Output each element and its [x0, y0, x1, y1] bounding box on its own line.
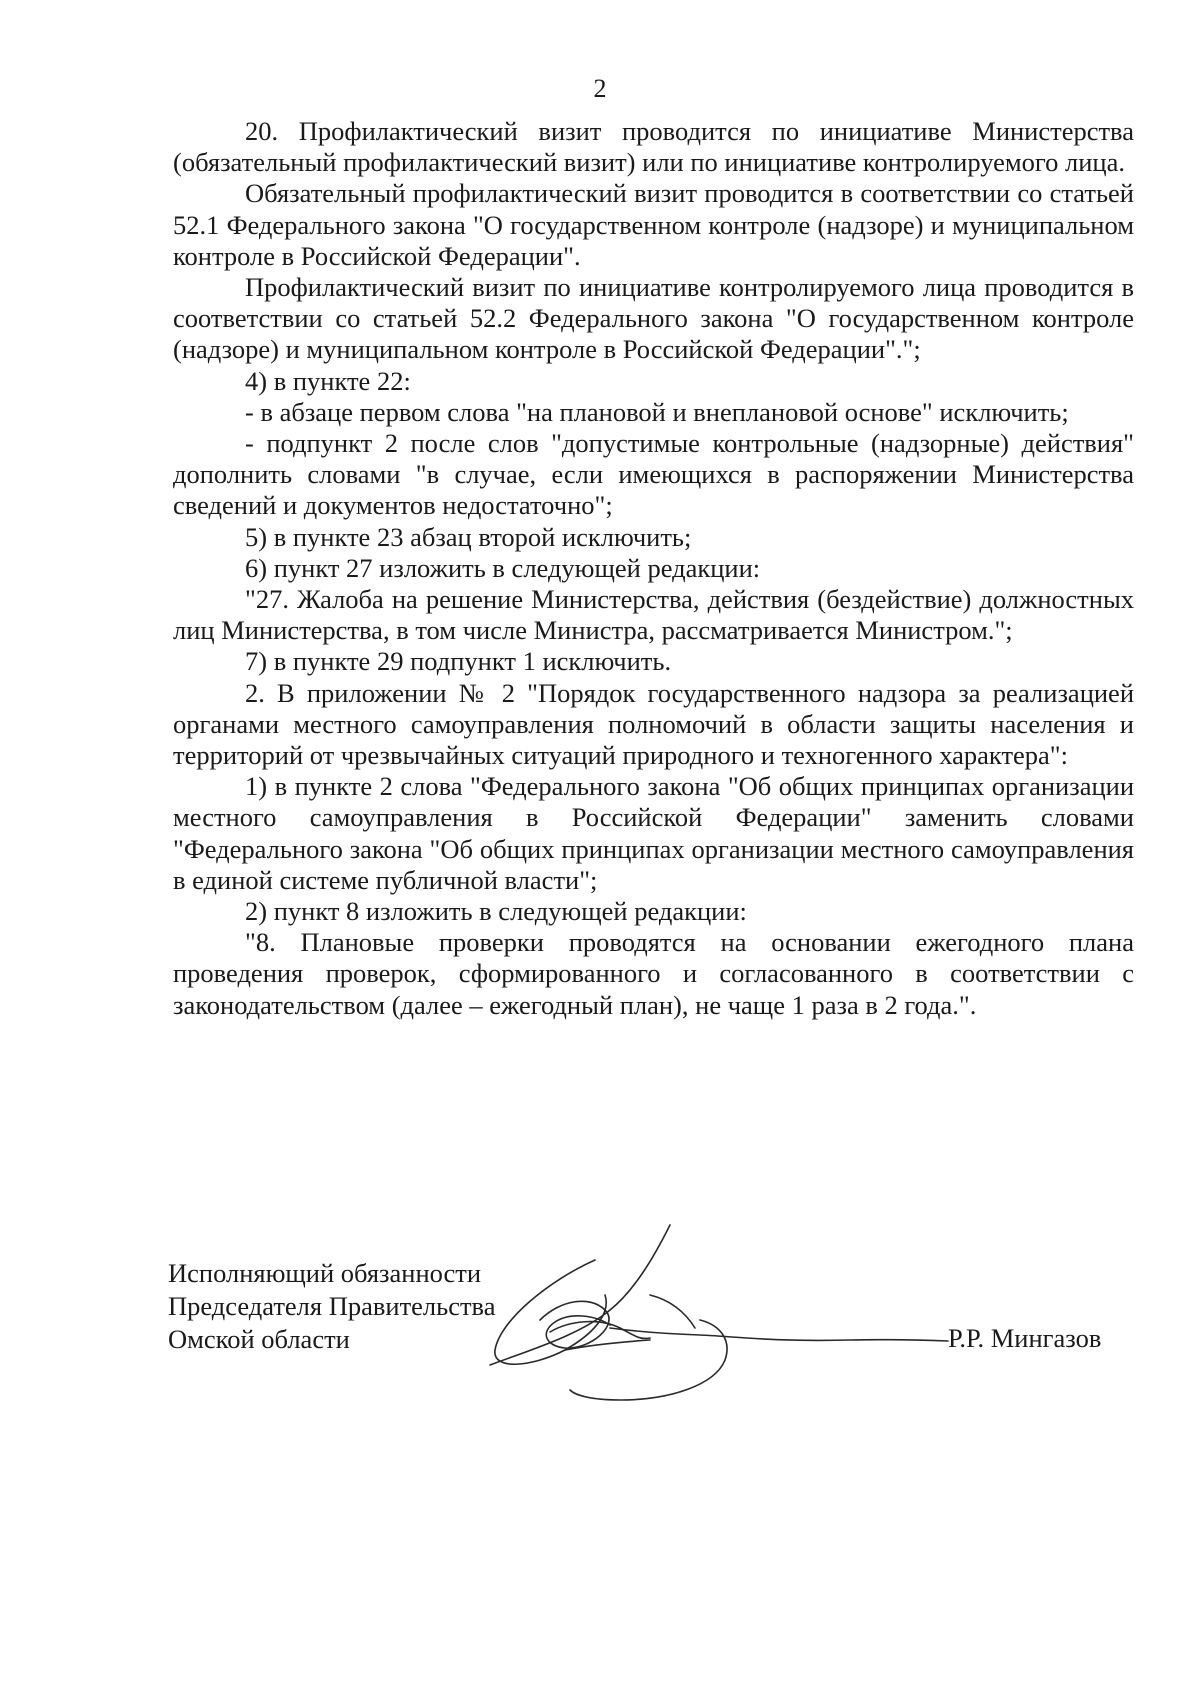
paragraph-mandatory-visit: Обязательный профилактический визит проводится в соответствии со статьей 52.1 Федерального закона "О государственном контроле (надзоре) и муниципальном контроле в Российской Федерации". [173, 178, 1134, 271]
paragraph-item-27-text: "27. Жалоба на решение Министерства, действия (бездействие) должностных лиц Министерства, в том числе Министра, рассматривается Министром."; [173, 584, 1134, 646]
paragraph-section-2-item-1: 1) в пункте 2 слова "Федерального закона "Об общих принципах организации местного самоуправления в Российской Федерации" заменить словами "Федерального закона "Об общих принципах организации местного самоуправления в единой системе публичной власти"; [173, 771, 1134, 895]
document-body [173, 116, 1134, 1021]
paragraph-20-intro: 20. Профилактический визит проводится по инициативе Министерства (обязательный профилактический визит) или по инициативе контролируемого лица. [173, 116, 1134, 178]
handwritten-signature [470, 1200, 950, 1410]
page-number: 2 [593, 74, 607, 103]
signer-title-line-1: Исполняющий обязанности [168, 1258, 482, 1288]
paragraph-item-4-dash-2: - подпункт 2 после слов "допустимые контрольные (надзорные) действия" дополнить словами "в случае, если имеющихся в распоряжении Министерства сведений и документов недостаточно"; [173, 428, 1134, 521]
paragraph-item-6: 6) пункт 27 изложить в следующей редакции: [245, 552, 761, 583]
paragraph-item-4-dash-1: - в абзаце первом слова "на плановой и внеплановой основе" исключить; [245, 396, 1069, 427]
signer-title-line-3: Омской области [168, 1324, 350, 1354]
paragraph-item-8-text: "8. Плановые проверки проводятся на основании ежегодного плана проведения проверок, сформированного и согласованного в соответствии с законодательством (далее – ежегодный план), не чаще 1 раза в 2 года.". [173, 927, 1134, 1020]
paragraph-initiative-visit: Профилактический визит по инициативе контролируемого лица проводится в соответствии со статьей 52.2 Федерального закона "О государственном контроле (надзоре) и муниципальном контроле в Российской Федерации"."; [173, 272, 1134, 365]
signer-title-line-2: Председателя Правительства [168, 1291, 496, 1321]
paragraph-item-4: 4) в пункте 22: [245, 365, 411, 396]
paragraph-section-2: 2. В приложении № 2 "Порядок государственного надзора за реализацией органами местного самоуправления полномочий в области защиты населения и территорий от чрезвычайных ситуаций природного и техногенного характера": [173, 677, 1134, 771]
paragraph-section-2-item-2: 2) пункт 8 изложить в следующей редакции: [245, 896, 747, 927]
signer-title-block [168, 1257, 496, 1356]
paragraph-item-7: 7) в пункте 29 подпункт 1 исключить. [245, 646, 672, 677]
signer-name: Р.Р. Мингазов [948, 1323, 1102, 1353]
paragraph-item-5: 5) в пункте 23 абзац второй исключить; [245, 521, 692, 552]
